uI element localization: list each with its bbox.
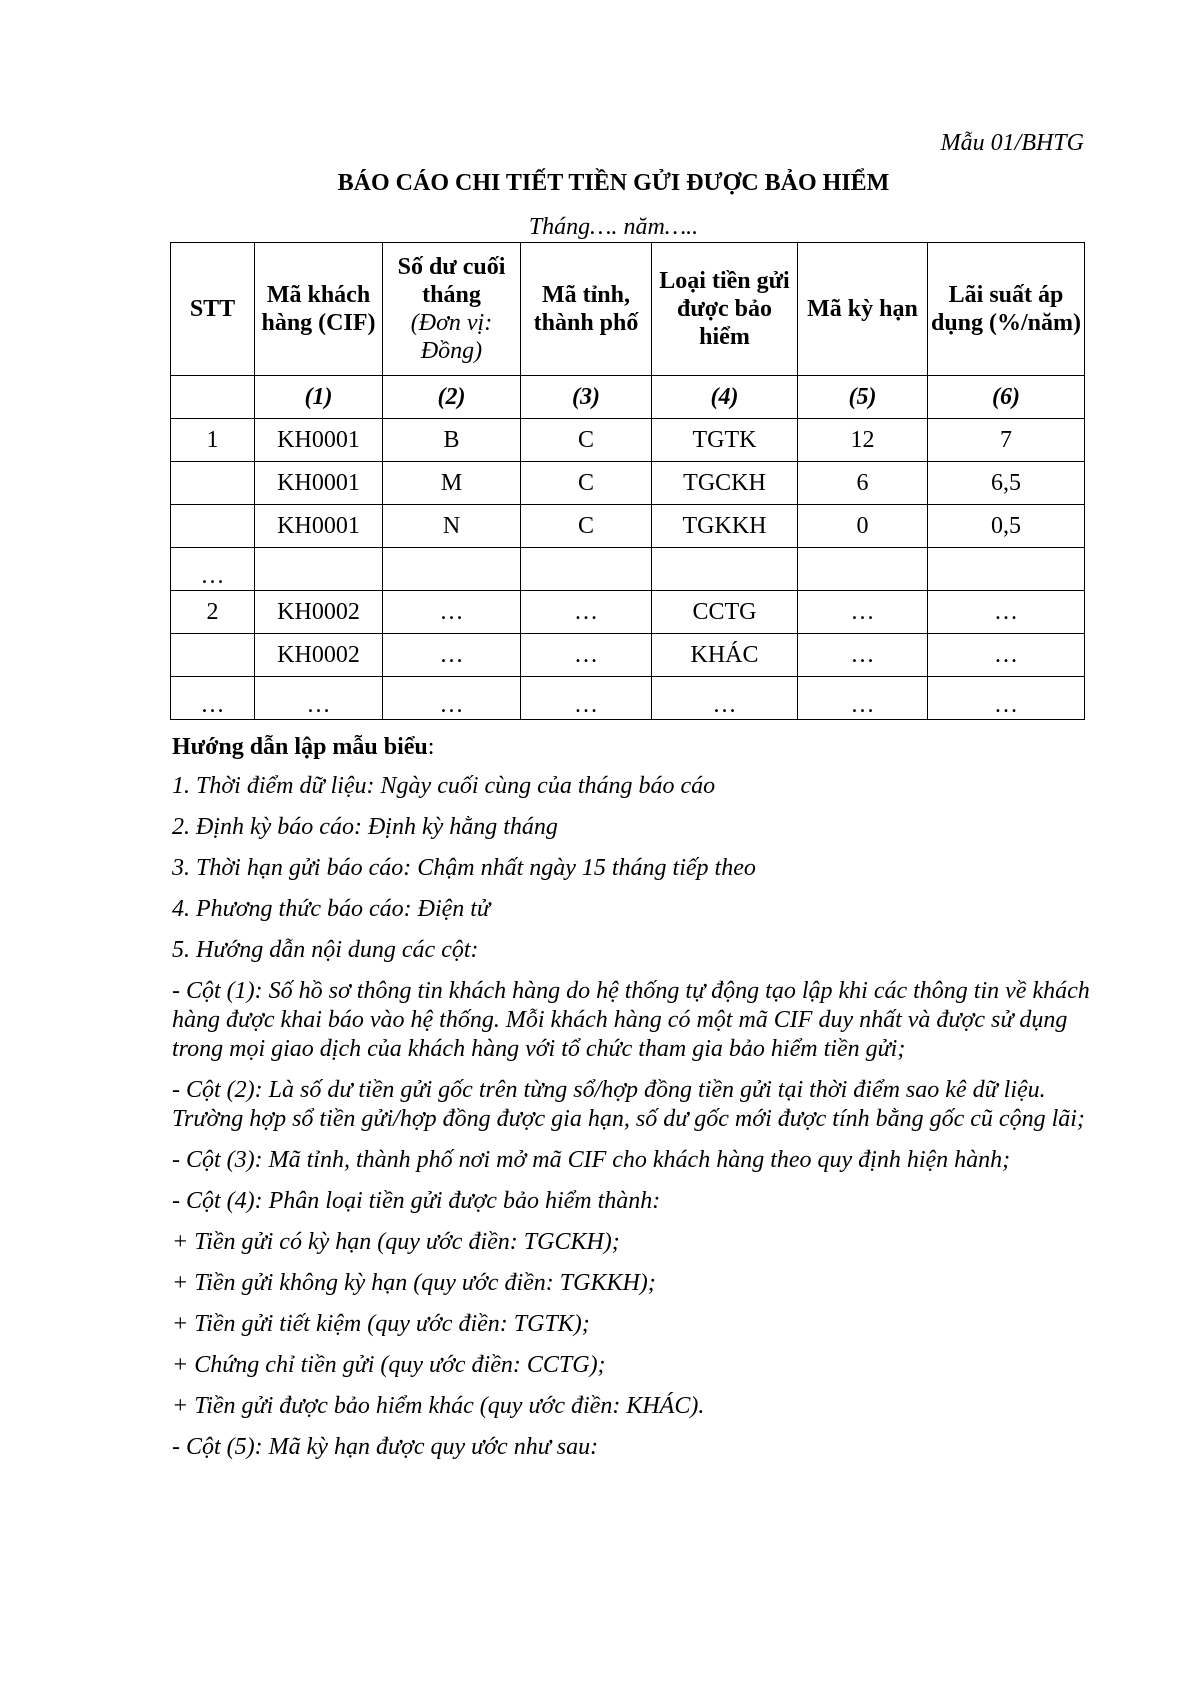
table-cell: …	[521, 634, 652, 677]
instruction-item: - Cột (5): Mã kỳ hạn được quy ước như sau:	[172, 1434, 599, 1460]
table-cell: …	[521, 591, 652, 634]
table-row	[171, 462, 1085, 505]
index-cell: (6)	[928, 376, 1085, 419]
table-cell: TGKKH	[652, 505, 798, 548]
table-cell: 7	[928, 419, 1085, 462]
table-cell: 2	[171, 591, 255, 634]
index-cell: (3)	[521, 376, 652, 419]
column-index-row	[171, 376, 1085, 419]
table-cell: …	[383, 591, 521, 634]
table-cell: …	[521, 677, 652, 720]
header-province: Mã tỉnh, thành phố	[521, 243, 652, 376]
table-row	[171, 677, 1085, 720]
table-cell	[171, 462, 255, 505]
table-cell: 6,5	[928, 462, 1085, 505]
instructions-section	[172, 733, 1092, 1474]
table-cell: …	[928, 634, 1085, 677]
header-deposit-type: Loại tiền gửi được bảo hiểm	[652, 243, 798, 376]
table-cell: 12	[798, 419, 928, 462]
table-cell: KH0001	[255, 505, 383, 548]
report-title: BÁO CÁO CHI TIẾT TIỀN GỬI ĐƯỢC BẢO HIỂM	[337, 170, 890, 196]
index-cell	[171, 376, 255, 419]
table-cell: KH0002	[255, 591, 383, 634]
report-period: Tháng…. năm…..	[528, 214, 699, 240]
table-cell: 6	[798, 462, 928, 505]
table-cell: …	[928, 677, 1085, 720]
table-row	[171, 505, 1085, 548]
table-cell: 0	[798, 505, 928, 548]
instruction-item: 1. Thời điểm dữ liệu: Ngày cuối cùng của tháng báo cáo	[172, 773, 716, 799]
table-header-row	[171, 243, 1085, 376]
table-cell	[521, 548, 652, 591]
table-cell: KHÁC	[652, 634, 798, 677]
table-row	[171, 419, 1085, 462]
instruction-item: + Chứng chỉ tiền gửi (quy ước điền: CCTG);	[172, 1352, 606, 1378]
header-stt: STT	[171, 243, 255, 376]
table-cell: C	[521, 462, 652, 505]
table-cell	[171, 505, 255, 548]
instruction-item: - Cột (3): Mã tỉnh, thành phố nơi mở mã CIF cho khách hàng theo quy định hiện hành;	[172, 1147, 1011, 1173]
table-cell: TGCKH	[652, 462, 798, 505]
header-term-code: Mã kỳ hạn	[798, 243, 928, 376]
header-balance: Số dư cuối tháng (Đơn vị: Đồng)	[383, 243, 521, 376]
table-cell: …	[798, 591, 928, 634]
table-cell	[383, 548, 521, 591]
table-cell	[652, 548, 798, 591]
table-row	[171, 634, 1085, 677]
instruction-item: - Cột (1): Số hồ sơ thông tin khách hàng do hệ thống tự động tạo lập khi các thông tin về khách hàng được khai báo vào hệ thống. Mỗi khách hàng có một mã CIF duy nhất và được sử dụng trong mọi giao dịch của khách hàng với tổ chức tham gia bảo hiểm tiền gửi;	[172, 978, 1090, 1062]
table-cell: KH0002	[255, 634, 383, 677]
index-cell: (1)	[255, 376, 383, 419]
table-cell: C	[521, 505, 652, 548]
header-cif: Mã khách hàng (CIF)	[255, 243, 383, 376]
table-cell: …	[171, 548, 255, 591]
table-cell: …	[171, 677, 255, 720]
table-cell	[928, 548, 1085, 591]
table-cell: N	[383, 505, 521, 548]
table-row	[171, 591, 1085, 634]
table-cell: CCTG	[652, 591, 798, 634]
header-balance-unit: (Đơn vị: Đồng)	[410, 310, 493, 364]
form-code: Mẫu 01/BHTG	[940, 130, 1084, 156]
table-cell	[798, 548, 928, 591]
table-cell: 0,5	[928, 505, 1085, 548]
instruction-item: + Tiền gửi không kỳ hạn (quy ước điền: TGKKH);	[172, 1270, 656, 1296]
instruction-item: - Cột (4): Phân loại tiền gửi được bảo hiểm thành:	[172, 1188, 661, 1214]
instructions-heading: Hướng dẫn lập mẫu biểu:	[172, 734, 435, 760]
table-cell: 1	[171, 419, 255, 462]
instruction-item: 2. Định kỳ báo cáo: Định kỳ hằng tháng	[172, 814, 558, 840]
table-cell: KH0001	[255, 462, 383, 505]
table-cell: …	[652, 677, 798, 720]
table-cell: B	[383, 419, 521, 462]
index-cell: (4)	[652, 376, 798, 419]
table-cell: C	[521, 419, 652, 462]
table-cell: …	[383, 634, 521, 677]
index-cell: (5)	[798, 376, 928, 419]
table-row	[171, 548, 1085, 591]
table-cell	[255, 548, 383, 591]
instruction-item: 3. Thời hạn gửi báo cáo: Chậm nhất ngày 15 tháng tiếp theo	[172, 855, 756, 881]
table-cell: TGTK	[652, 419, 798, 462]
table-cell: …	[383, 677, 521, 720]
instruction-item: 5. Hướng dẫn nội dung các cột:	[172, 937, 479, 963]
table-cell: …	[255, 677, 383, 720]
table-cell: …	[798, 634, 928, 677]
deposit-table	[170, 242, 1085, 720]
table-cell	[171, 634, 255, 677]
table-cell: …	[928, 591, 1085, 634]
instruction-item: - Cột (2): Là số dư tiền gửi gốc trên từng sổ/hợp đồng tiền gửi tại thời điểm sao kê dữ liệu. Trường hợp sổ tiền gửi/hợp đồng được gia hạn, số dư gốc mới được tính bằng gốc cũ cộng lãi;	[172, 1077, 1085, 1132]
instruction-item: + Tiền gửi có kỳ hạn (quy ước điền: TGCKH);	[172, 1229, 620, 1255]
table-cell: KH0001	[255, 419, 383, 462]
instruction-item: 4. Phương thức báo cáo: Điện tử	[172, 896, 491, 922]
instruction-item: + Tiền gửi được bảo hiểm khác (quy ước điền: KHÁC).	[172, 1393, 705, 1419]
index-cell: (2)	[383, 376, 521, 419]
instruction-item: + Tiền gửi tiết kiệm (quy ước điền: TGTK);	[172, 1311, 590, 1337]
header-interest-rate: Lãi suất áp dụng (%/năm)	[928, 243, 1085, 376]
table-cell: …	[798, 677, 928, 720]
table-cell: M	[383, 462, 521, 505]
